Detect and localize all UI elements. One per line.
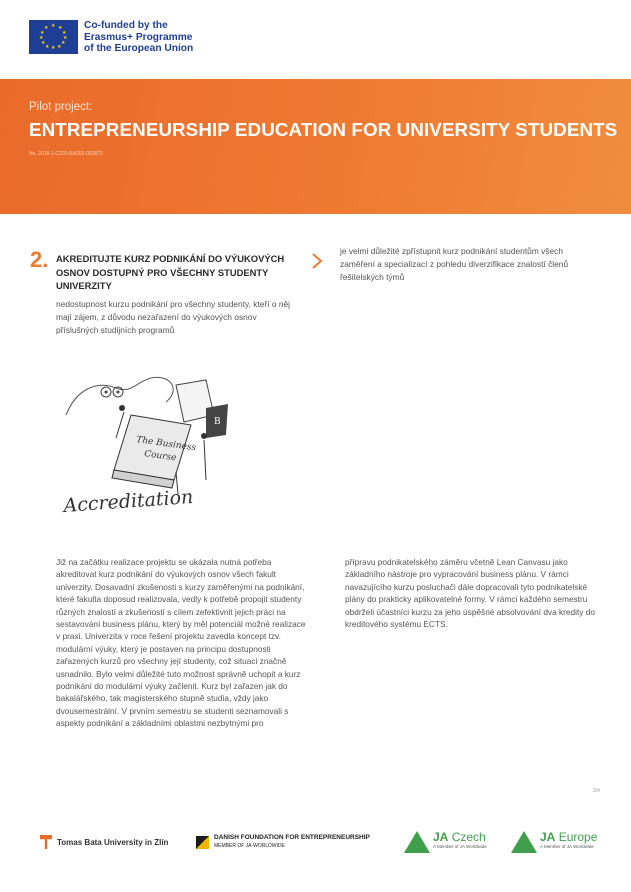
ja-tree-icon xyxy=(511,831,537,853)
book-title-line1: The Business xyxy=(135,435,197,454)
ja-czech-logo: JA Czech A Member of JA Worldwide xyxy=(404,826,487,858)
eu-funding-text: Co-funded by the Erasmus+ Programme of the European Union xyxy=(84,20,194,54)
svg-text:B: B xyxy=(214,417,221,427)
tbu-mark-icon xyxy=(40,835,52,849)
eu-flag-icon: ★ ★ ★ ★ ★ ★ ★ ★ ★ ★ ★ ★ xyxy=(29,20,78,54)
pilot-label: Pilot project: xyxy=(29,101,93,113)
book-title-line2: Course xyxy=(143,449,178,464)
dfe-logo: DANISH FOUNDATION FOR ENTREPRENEURSHIP MEMBER OF JA-WORLDWIDE xyxy=(196,826,370,858)
section-solution-text: je velmi důležité zpřístupnit kurz podnikání studentům všech zaměření a specializací z pohledu diverzifikace znalostí členů řešitelských týmů xyxy=(340,246,569,282)
chevron-right-icon xyxy=(311,252,323,270)
dfe-mark-icon xyxy=(196,836,209,849)
accreditation-illustration xyxy=(56,360,231,535)
ja-europe-logo: JA Europe A Member of JA Worldwide xyxy=(511,826,597,858)
section-subtitle: nedostupnost kurzu podnikání pro všechny studenty, kteří o něj mají zájem, z důvodu nezařazení do výukových osnov příslušných studijních programů xyxy=(56,299,291,335)
ja-tree-icon xyxy=(404,831,430,853)
body-text-right: přípravu podnikatelského záměru včetně Lean Canvasu jako základního nástroje pro vypracování business plánu. V rámci navazujícího kurzu posluchači dále dopracovali tyto podnikatelské plány do prakticky aplikovatelné formy. V rámci každého semestru obdrželi účastníci kurzu za jeho úspěšné absolvování dva kredity do kreditového systému ECTS. xyxy=(345,557,595,630)
tbu-logo: Tomas Bata University in Zlín xyxy=(40,826,168,858)
header-banner xyxy=(0,79,631,214)
section-number: 2. xyxy=(30,247,49,272)
accreditation-caption: Accreditation xyxy=(62,485,194,517)
page-number: 2/4 xyxy=(593,788,600,794)
page-title: ENTREPRENEURSHIP EDUCATION FOR UNIVERSITY STUDENTS xyxy=(29,119,618,140)
project-number: No. 2016-1-CZ01-KA203-023873 xyxy=(29,151,103,157)
eu-logo xyxy=(29,20,193,55)
section-title: AKREDITUJTE KURZ PODNIKÁNÍ DO VÝUKOVÝCH OSNOV DOSTUPNÝ PRO VŠECHNY STUDENTY UNIVERZITY xyxy=(56,253,285,291)
body-text-left: Již na začátku realizace projektu se ukázala nutná potřeba akreditovat kurz podnikání do výukových osnov všech fakult univerzity. Dosavadní zkušenosti s kurzy zaměřenými na podnikání, které fakulta doposud realizovala, vedly k potřebě propojit studenty různých znalostí a zkušeností s cílem zefektivnit jejich práci na sestavování business plánu, který by měl potenciál možné realizace v praxi. Univerzita v roce řešení projektu zavedla koncept tzv. modulární výuky, který je postaven na principu dostupnosti zařazených kurzů pro všechny její studenty, což situaci značně usnadnilo. Bylo velmi důležité tuto možnost správně uchopit a kurz podnikání do modulární výuky začlenit. Kurz byl zařazen jak do bakalářského, tak magisterského stupně studia, vždy jako dvousemestrální. V prvním semestru se studenti seznamovali s aspekty podnikání a základními oblastmi nezbytnými pro xyxy=(56,557,306,729)
